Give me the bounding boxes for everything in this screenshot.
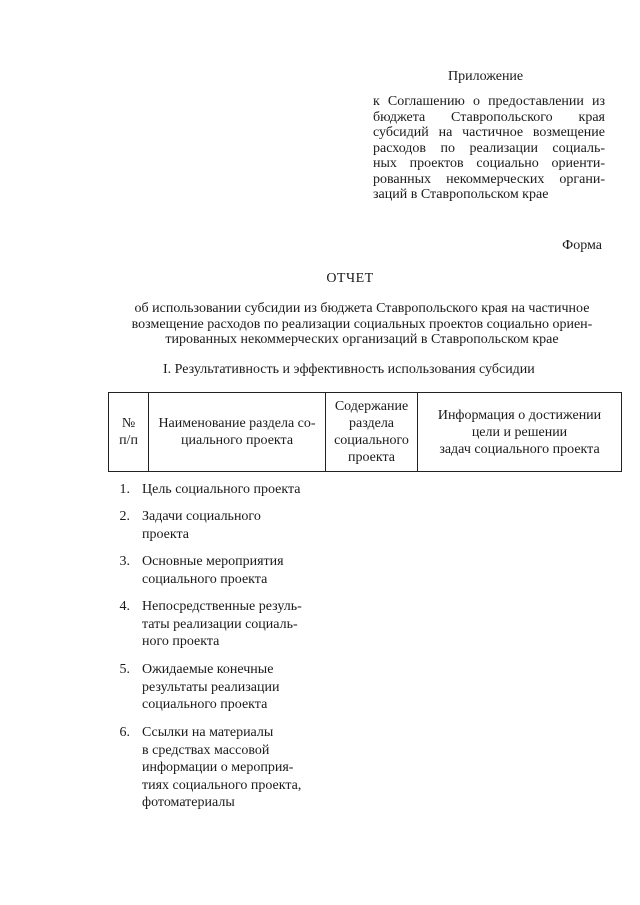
row-number: 6. xyxy=(119,725,130,740)
header-number: № п/п xyxy=(109,393,149,472)
row-title: Ссылки на материалы в средствах массовой информации о мероприя- тиях социального проекта, фотоматериалы xyxy=(142,725,302,810)
row-number: 2. xyxy=(119,509,130,524)
appendix-line: бюджета Ставропольского края xyxy=(373,109,605,125)
row-number: 1. xyxy=(119,482,130,497)
appendix-text xyxy=(373,94,605,203)
row-title: Основные мероприятия социального проекта xyxy=(142,554,284,587)
appendix-line: заций в Ставропольском крае xyxy=(373,187,549,202)
row-number: 5. xyxy=(119,662,130,677)
report-subtitle-line: возмещение расходов по реализации социальных проектов социально ориен- xyxy=(131,316,593,332)
appendix-line: расходов по реализации социаль- xyxy=(373,140,605,156)
section-heading: I. Результативность и эффективность использования субсидии xyxy=(163,362,535,377)
row-title: Непосредственные резуль- таты реализации социаль- ного проекта xyxy=(142,599,302,649)
table-header-row xyxy=(109,393,622,472)
row-title: Задачи социального проекта xyxy=(142,509,261,542)
row-title: Цель социального проекта xyxy=(142,482,301,497)
report-subtitle xyxy=(107,301,617,348)
header-achievement-info: Информация о достижении цели и решении задач социального проекта xyxy=(418,393,622,472)
report-subtitle-line: об использовании субсидии из бюджета Ставропольского края на частичное xyxy=(134,301,590,316)
appendix-title: Приложение xyxy=(448,69,524,84)
results-table xyxy=(108,392,622,472)
report-subtitle-line: тированных некоммерческих организаций в Ставропольском крае xyxy=(165,332,559,347)
row-number: 4. xyxy=(119,599,130,614)
appendix-line: рованных некоммерческих органи- xyxy=(373,171,605,187)
report-title: ОТЧЕТ xyxy=(326,271,374,286)
appendix-line: субсидий на частичное возмещение xyxy=(373,125,605,140)
row-number: 3. xyxy=(119,554,130,569)
header-section-name: Наименование раздела со- циального проекта xyxy=(149,393,326,472)
row-title: Ожидаемые конечные результаты реализации социального проекта xyxy=(142,662,280,712)
header-section-content: Содержание раздела социального проекта xyxy=(326,393,418,472)
appendix-line: ных проектов социально ориенти- xyxy=(373,156,605,171)
form-label: Форма xyxy=(562,238,602,253)
appendix-line: к Соглашению о предоставлении из xyxy=(373,94,605,109)
